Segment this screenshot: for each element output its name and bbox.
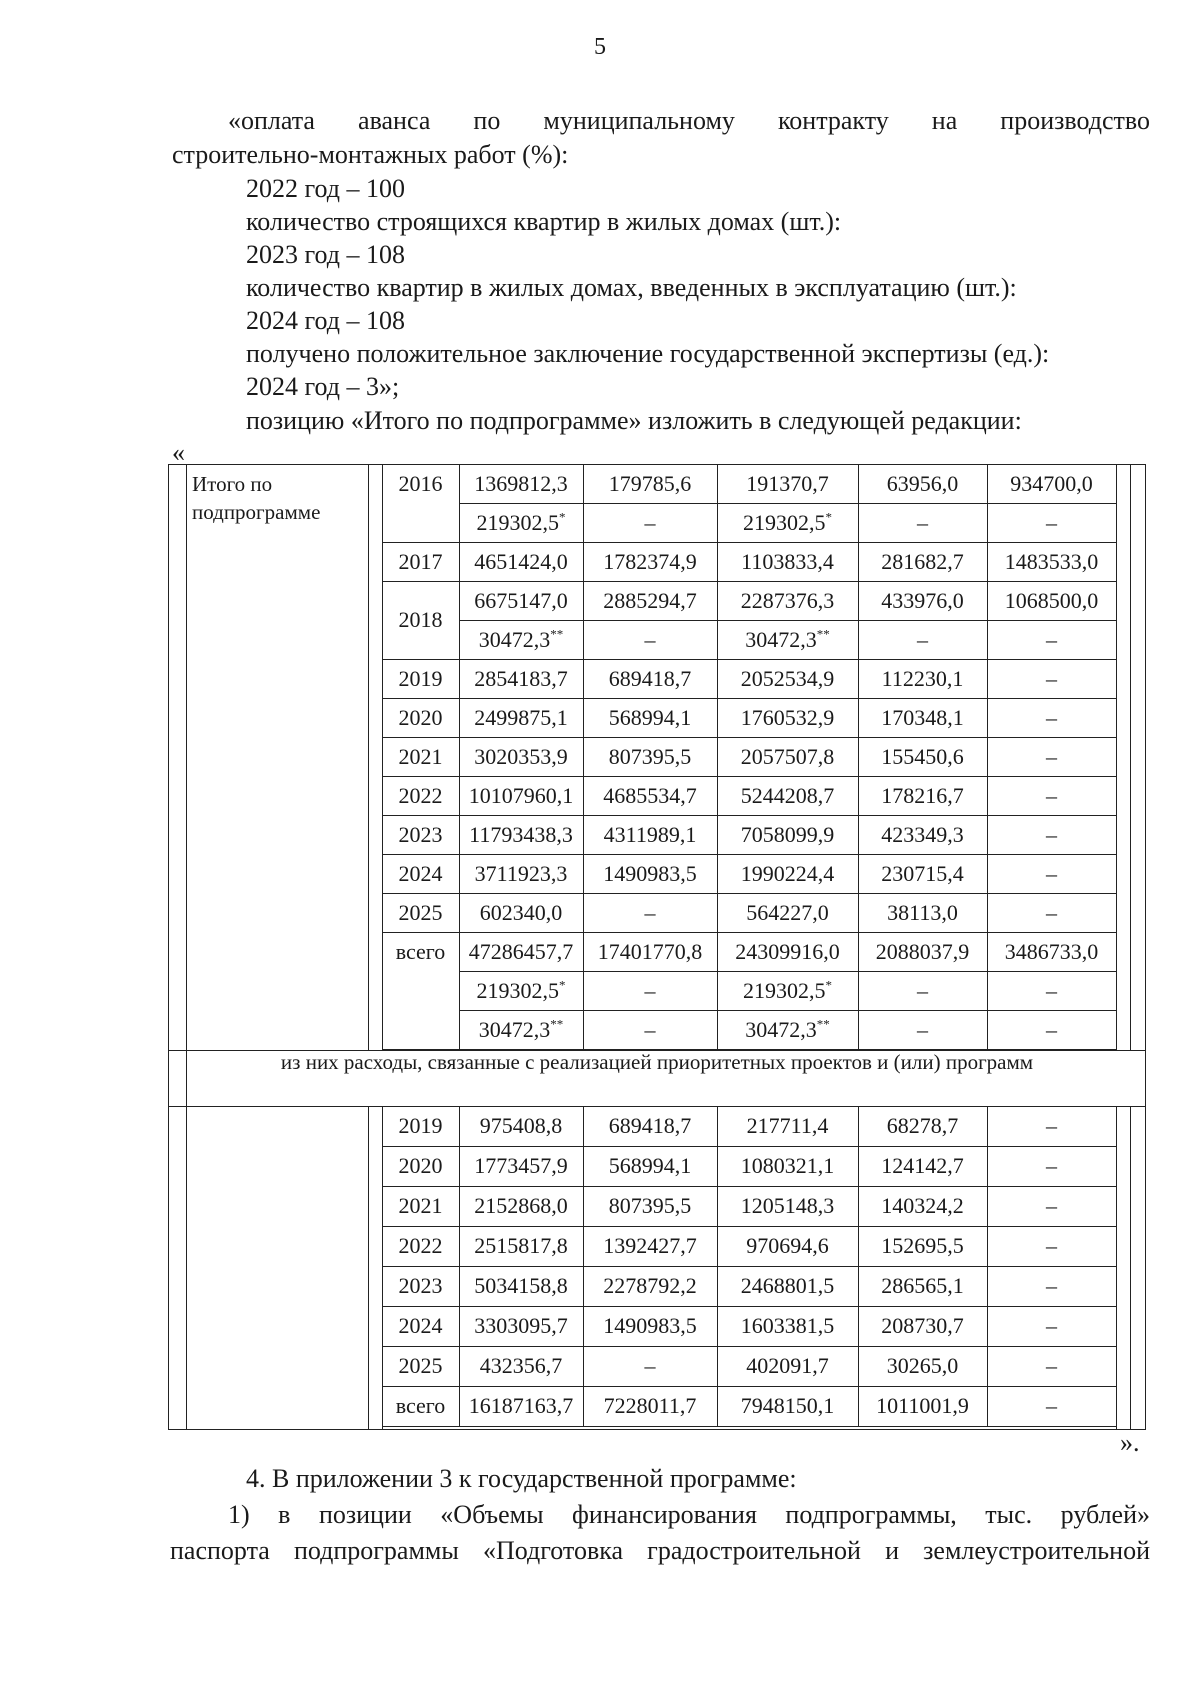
- value-cell: 16187163,7: [468, 1393, 574, 1418]
- year-cell: 2019: [398, 665, 443, 691]
- row-label-line: подпрограмме: [192, 500, 321, 524]
- value-cell: 24309916,0: [735, 938, 840, 964]
- value-cell: –: [1046, 1393, 1057, 1418]
- table-border: [382, 854, 1116, 855]
- year-cell: 2022: [398, 1233, 443, 1258]
- value-cell: 5244208,7: [740, 782, 835, 808]
- value-cell: –: [1046, 782, 1057, 808]
- value-cell: –: [644, 977, 656, 1003]
- value-cell: 178216,7: [881, 782, 964, 808]
- value-cell: 1603381,5: [740, 1313, 835, 1338]
- value-cell: –: [1046, 743, 1057, 769]
- value-cell: 219302,5*: [743, 509, 832, 535]
- table-border: [459, 971, 1116, 972]
- value-cell: 11793438,3: [469, 821, 573, 847]
- intro-item: позицию «Итого по подпрограмме» изложить в следующей редакции:: [246, 406, 1022, 435]
- footnote-mark: *: [825, 977, 832, 993]
- value-cell: –: [1046, 1193, 1057, 1218]
- value-cell: 2052534,9: [740, 665, 835, 691]
- table-border: [382, 776, 1116, 777]
- value-cell: 807395,5: [608, 743, 692, 769]
- value-cell: –: [917, 626, 928, 652]
- table-border: [382, 1266, 1116, 1267]
- value-cell: 230715,4: [881, 860, 964, 886]
- value-cell: –: [644, 1016, 656, 1042]
- value-cell: 1103833,4: [741, 548, 834, 574]
- open-quote: «: [172, 438, 185, 467]
- value-cell: 2278792,2: [603, 1273, 697, 1298]
- value-cell: 47286457,7: [468, 938, 574, 964]
- value-cell: –: [1046, 899, 1057, 925]
- value-cell: 568994,1: [608, 1153, 692, 1178]
- page-number: 5: [594, 34, 606, 60]
- value-cell: –: [644, 899, 656, 925]
- value-cell: –: [917, 509, 928, 535]
- value-cell: 423349,3: [881, 821, 964, 847]
- value-cell: 970694,6: [746, 1233, 829, 1258]
- year-cell: 2020: [398, 704, 443, 730]
- value-cell: 1205148,3: [740, 1193, 835, 1218]
- value-cell: 934700,0: [1010, 470, 1093, 496]
- footnote-mark: **: [550, 1016, 564, 1032]
- value-cell: 30472,3**: [478, 1016, 564, 1042]
- value-cell: –: [1046, 1273, 1057, 1298]
- value-cell: 602340,0: [479, 899, 563, 925]
- intro-item: количество строящихся квартир в жилых домах (шт.):: [246, 207, 842, 236]
- year-cell: 2019: [398, 1113, 443, 1138]
- table-border: [1130, 464, 1131, 1050]
- footnote-mark: **: [550, 626, 564, 642]
- value-cell: 140324,2: [881, 1193, 964, 1218]
- year-cell: 2022: [398, 782, 443, 808]
- value-cell: 1068500,0: [1004, 587, 1099, 613]
- value-cell: 2885294,7: [603, 587, 697, 613]
- value-cell: –: [1046, 1153, 1057, 1178]
- value-cell: –: [1046, 1113, 1057, 1138]
- value-cell: 1773457,9: [474, 1153, 568, 1178]
- year-cell: всего: [395, 938, 446, 964]
- value-cell: 3303095,7: [474, 1313, 568, 1338]
- value-cell: 1011001,9: [876, 1393, 969, 1418]
- row-label: [192, 470, 320, 526]
- value-cell: 4651424,0: [474, 548, 568, 574]
- value-cell: 4685534,7: [603, 782, 697, 808]
- value-cell: –: [1046, 860, 1057, 886]
- value-cell: 2468801,5: [740, 1273, 835, 1298]
- value-cell: 3486733,0: [1004, 938, 1099, 964]
- table-border: [382, 815, 1116, 816]
- value-cell: 30472,3**: [745, 1016, 830, 1042]
- value-cell: 2287376,3: [740, 587, 835, 613]
- value-cell: 3711923,3: [474, 860, 568, 886]
- table-border: [168, 1106, 1146, 1107]
- value-cell: 1369812,3: [474, 470, 568, 496]
- value-cell: 1483533,0: [1004, 548, 1099, 574]
- value-cell: 286565,1: [881, 1273, 964, 1298]
- year-cell: 2025: [398, 1353, 443, 1378]
- value-cell: –: [1046, 665, 1057, 691]
- table-border: [382, 1346, 1116, 1347]
- value-cell: 2854183,7: [474, 665, 568, 691]
- value-cell: 63956,0: [886, 470, 959, 496]
- value-cell: 2088037,9: [875, 938, 970, 964]
- value-cell: 689418,7: [608, 665, 692, 691]
- footnote-mark: *: [559, 509, 566, 525]
- intro-item: количество квартир в жилых домах, введенных в эксплуатацию (шт.):: [246, 273, 1017, 302]
- value-cell: 2515817,8: [474, 1233, 568, 1258]
- value-cell: 2057507,8: [740, 743, 835, 769]
- value-cell: 30472,3**: [745, 626, 830, 652]
- value-cell: 219302,5*: [743, 977, 832, 1003]
- table-border: [1116, 1106, 1117, 1430]
- value-cell: 402091,7: [746, 1353, 829, 1378]
- table-border: [1130, 1106, 1131, 1430]
- footnote-mark: **: [816, 626, 830, 642]
- year-cell: 2023: [398, 1273, 443, 1298]
- intro-item: 2024 год – 108: [246, 306, 405, 335]
- table-border: [459, 620, 1116, 621]
- table-border: [382, 737, 1116, 738]
- year-cell: 2018: [398, 607, 443, 632]
- value-cell: 4311989,1: [603, 821, 697, 847]
- table-border: [459, 1010, 1116, 1011]
- table-border: [382, 698, 1116, 699]
- year-cell: 2025: [398, 899, 443, 925]
- value-cell: 208730,7: [881, 1313, 964, 1338]
- value-cell: –: [1046, 1016, 1057, 1042]
- value-cell: 1392427,7: [603, 1233, 697, 1258]
- value-cell: 30472,3**: [478, 626, 564, 652]
- outro-line-3: паспорта подпрограммы «Подготовка градостроительной и землеустроительной: [170, 1536, 1150, 1565]
- value-cell: 281682,7: [881, 548, 964, 574]
- value-cell: 433976,0: [881, 587, 964, 613]
- value-cell: 568994,1: [608, 704, 692, 730]
- year-cell: 2021: [398, 1193, 443, 1218]
- value-cell: 7228011,7: [603, 1393, 697, 1418]
- value-cell: 191370,7: [746, 470, 829, 496]
- value-cell: 219302,5*: [476, 977, 566, 1003]
- value-cell: 179785,6: [608, 470, 692, 496]
- value-cell: 3020353,9: [474, 743, 568, 769]
- year-cell: 2020: [398, 1153, 443, 1178]
- value-cell: 7948150,1: [740, 1393, 835, 1418]
- table-border: [368, 464, 369, 1050]
- value-cell: –: [1046, 1353, 1057, 1378]
- table-border: [382, 1226, 1116, 1227]
- value-cell: –: [1046, 509, 1057, 535]
- value-cell: –: [917, 1016, 928, 1042]
- table-border: [382, 1186, 1116, 1187]
- value-cell: 1080321,1: [740, 1153, 835, 1178]
- value-cell: 432356,7: [479, 1353, 563, 1378]
- intro-item: 2024 год – 3»;: [246, 372, 400, 401]
- table-border: [186, 464, 187, 1430]
- value-cell: 2499875,1: [474, 704, 568, 730]
- year-cell: 2024: [398, 860, 443, 886]
- value-cell: –: [1046, 1313, 1057, 1338]
- value-cell: 112230,1: [881, 665, 964, 691]
- intro-line-2: строительно-монтажных работ (%):: [172, 140, 569, 169]
- value-cell: 689418,7: [608, 1113, 692, 1138]
- year-cell: 2021: [398, 743, 443, 769]
- footnote-mark: *: [825, 509, 832, 525]
- value-cell: 217711,4: [746, 1113, 829, 1138]
- value-cell: 1490983,5: [603, 1313, 697, 1338]
- outro-line-2: 1) в позиции «Объемы финансирования подпрограммы, тыс. рублей»: [228, 1500, 1150, 1529]
- value-cell: 975408,8: [479, 1113, 563, 1138]
- table-border: [382, 659, 1116, 660]
- table-border: [368, 1106, 369, 1430]
- value-cell: 6675147,0: [474, 587, 568, 613]
- outro-line-1: 4. В приложении 3 к государственной программе:: [246, 1464, 797, 1493]
- value-cell: –: [644, 1353, 656, 1378]
- value-cell: –: [1046, 1233, 1057, 1258]
- value-cell: 1760532,9: [740, 704, 835, 730]
- intro-line-1: «оплата аванса по муниципальному контракту на производство: [228, 106, 1150, 135]
- intro-item: получено положительное заключение государственной экспертизы (ед.):: [246, 339, 1050, 368]
- value-cell: 1490983,5: [603, 860, 697, 886]
- table-border: [382, 1306, 1116, 1307]
- table-border: [382, 1146, 1116, 1147]
- value-cell: –: [1046, 626, 1057, 652]
- value-cell: –: [1046, 704, 1057, 730]
- value-cell: 807395,5: [608, 1193, 692, 1218]
- value-cell: 219302,5*: [476, 509, 566, 535]
- value-cell: –: [644, 509, 656, 535]
- intro-item: 2023 год – 108: [246, 240, 405, 269]
- table-border: [382, 581, 1116, 582]
- table-border: [382, 932, 1116, 933]
- value-cell: 155450,6: [881, 743, 964, 769]
- value-cell: –: [644, 626, 656, 652]
- row-label-line: Итого по: [192, 472, 273, 496]
- table-border: [382, 893, 1116, 894]
- footnote-mark: **: [816, 1016, 830, 1032]
- year-cell: всего: [395, 1393, 446, 1418]
- table-border: [459, 503, 1116, 504]
- intro-item: 2022 год – 100: [246, 174, 405, 203]
- value-cell: –: [917, 977, 928, 1003]
- priority-span-row: из них расходы, связанные с реализацией приоритетных проектов и (или) программ: [280, 1050, 1034, 1074]
- table-border: [382, 1386, 1116, 1387]
- close-quote: ».: [1120, 1428, 1140, 1457]
- value-cell: 68278,7: [886, 1113, 959, 1138]
- value-cell: 7058099,9: [740, 821, 835, 847]
- value-cell: 17401770,8: [597, 938, 703, 964]
- year-cell: 2024: [398, 1313, 443, 1338]
- value-cell: 10107960,1: [468, 782, 574, 808]
- value-cell: –: [1046, 821, 1057, 847]
- value-cell: 1782374,9: [603, 548, 697, 574]
- year-cell: 2016: [398, 470, 443, 496]
- value-cell: 152695,5: [881, 1233, 964, 1258]
- value-cell: 5034158,8: [474, 1273, 568, 1298]
- value-cell: 1990224,4: [740, 860, 835, 886]
- value-cell: 564227,0: [746, 899, 829, 925]
- value-cell: 2152868,0: [474, 1193, 568, 1218]
- year-cell: 2023: [398, 821, 443, 847]
- table-border: [1116, 464, 1117, 1050]
- footnote-mark: *: [559, 977, 566, 993]
- value-cell: 124142,7: [881, 1153, 964, 1178]
- table-border: [382, 542, 1116, 543]
- value-cell: 38113,0: [887, 899, 958, 925]
- table-border: [382, 1426, 1116, 1427]
- value-cell: 170348,1: [881, 704, 964, 730]
- value-cell: 30265,0: [886, 1353, 959, 1378]
- value-cell: –: [1046, 977, 1057, 1003]
- year-cell: 2017: [398, 548, 443, 574]
